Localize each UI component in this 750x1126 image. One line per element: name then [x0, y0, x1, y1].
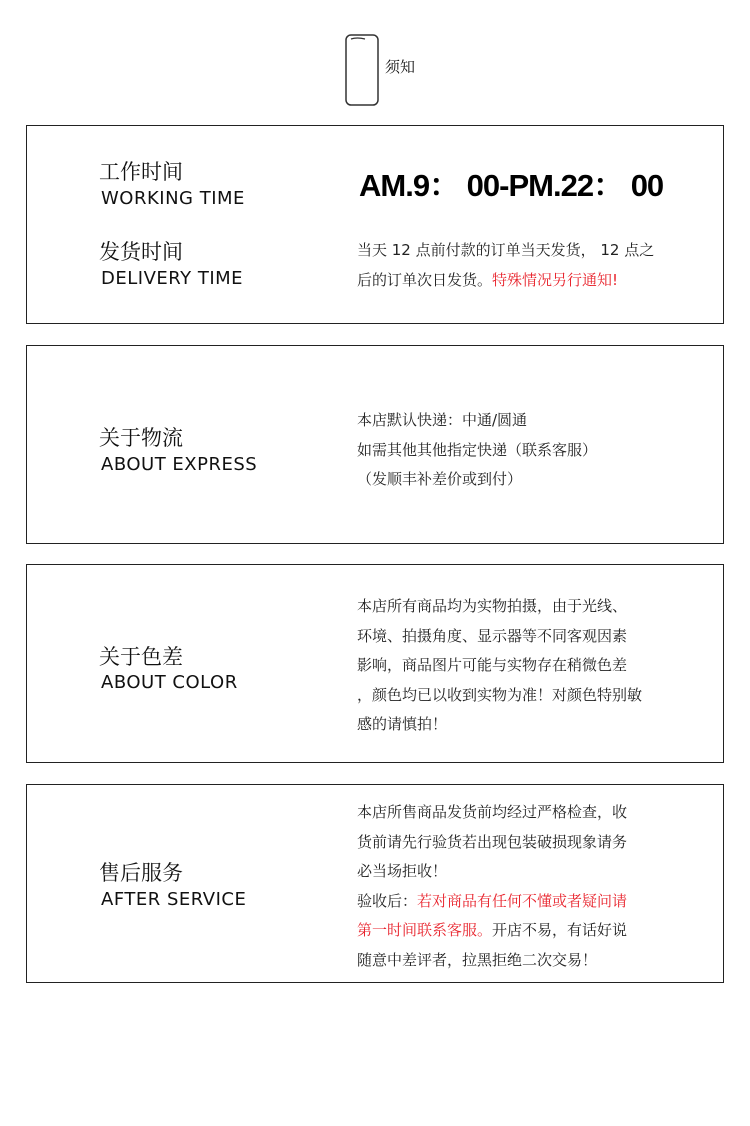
card-express	[26, 345, 724, 544]
delivery-description	[357, 236, 697, 295]
service-line-4	[357, 887, 697, 917]
color-line-5: 感的请慎拍！	[357, 715, 448, 733]
service-line-4-red: 若对商品有任何不懂或者疑问请	[417, 891, 628, 910]
service-line-5-red: 第一时间联系客服。	[357, 921, 493, 939]
express-title-en: ABOUT EXPRESS	[101, 454, 258, 475]
working-title-en: WORKING TIME	[101, 188, 245, 209]
notice-header	[345, 34, 445, 108]
express-line-1: 本店默认快递：中通/圆通	[357, 411, 528, 429]
working-title-cn: 工作时间	[99, 160, 183, 184]
card-color	[26, 564, 724, 763]
service-description	[357, 798, 697, 975]
notice-label: 须知	[385, 58, 416, 76]
service-line-5-plain: 开店不易，有话好说	[492, 921, 628, 939]
service-title-en: AFTER SERVICE	[101, 889, 247, 910]
express-description	[357, 406, 697, 495]
service-line-4-plain: 验收后：	[357, 891, 418, 910]
service-line-2: 货前请先行验货若出现包装破损现象请务	[357, 832, 628, 851]
working-hours: AM.9： 00-PM.22： 00	[359, 168, 664, 203]
express-title-cn: 关于物流	[99, 426, 183, 450]
delivery-line-2	[357, 266, 697, 296]
delivery-line-1: 当天 12 点前付款的订单当天发货， 12 点之	[357, 241, 655, 259]
color-description	[357, 592, 697, 740]
color-title-en: ABOUT COLOR	[101, 672, 238, 693]
service-title-cn: 售后服务	[99, 861, 183, 885]
service-line-6: 随意中差评者，拉黑拒绝二次交易！	[357, 950, 598, 969]
delivery-notice-red: 特殊情况另行通知!	[492, 270, 619, 289]
card-working-delivery	[26, 125, 724, 324]
delivery-title-cn: 发货时间	[99, 240, 183, 264]
service-line-1: 本店所售商品发货前均经过严格检查，收	[357, 803, 628, 821]
service-line-5	[357, 916, 697, 946]
card-after-service	[26, 784, 724, 983]
color-line-3: 影响，商品图片可能与实物存在稍微色差	[357, 656, 628, 674]
service-line-3: 必当场拒收！	[357, 862, 448, 880]
express-line-3: （发顺丰补差价或到付）	[357, 470, 523, 488]
phone-outline-icon	[345, 34, 379, 106]
color-line-4: ，颜色均已以收到实物为准！对颜色特别敏	[357, 685, 643, 704]
color-title-cn: 关于色差	[99, 645, 183, 669]
delivery-title-en: DELIVERY TIME	[101, 268, 244, 289]
delivery-line-2-plain: 后的订单次日发货。	[357, 270, 493, 289]
color-line-2: 环境、拍摄角度、显示器等不同客观因素	[357, 626, 628, 645]
color-line-1: 本店所有商品均为实物拍摄，由于光线、	[357, 597, 628, 615]
express-line-2: 如需其他其他指定快递（联系客服）	[357, 440, 598, 459]
